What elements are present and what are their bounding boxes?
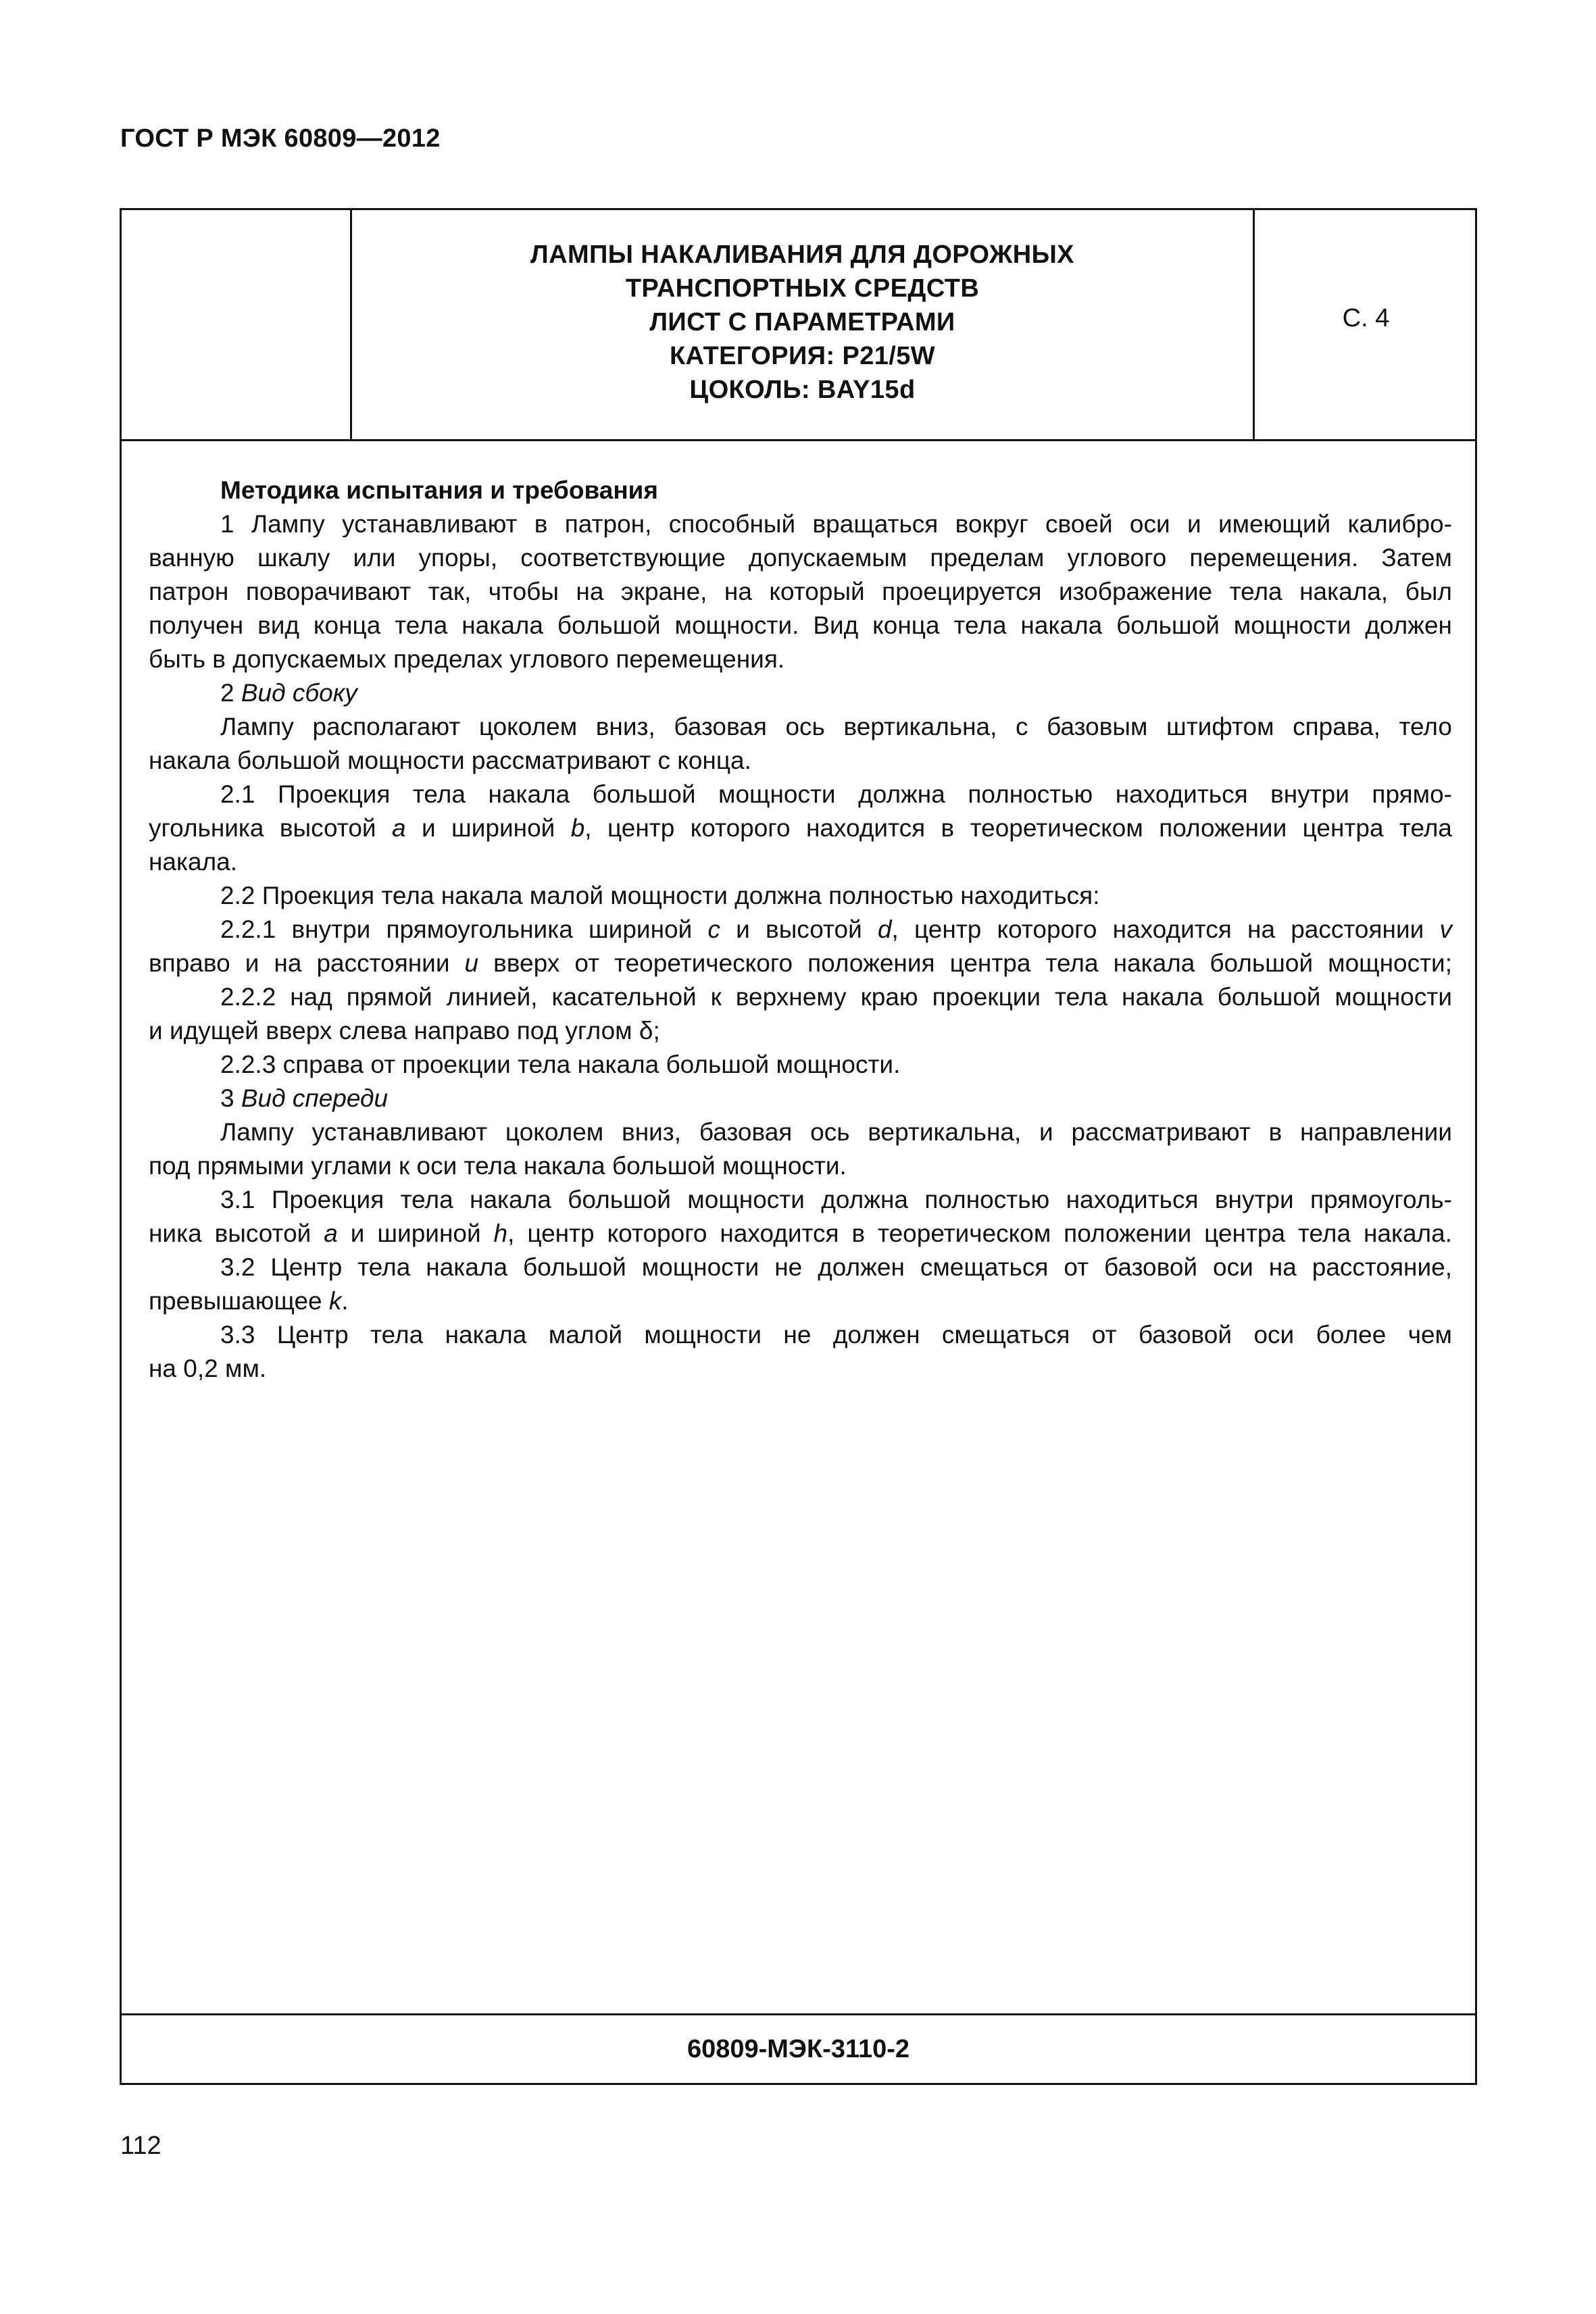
paragraph-line: и идущей вверх слева направо под углом δ; bbox=[149, 1017, 660, 1045]
title-line: КАТЕГОРИЯ: P21/5W bbox=[669, 341, 936, 370]
paragraph-line: превышающее k. bbox=[149, 1287, 349, 1315]
page-number: 112 bbox=[120, 2132, 161, 2160]
paragraph-line: ванную шкалу или упоры, соответствующие допускаемым пределам углового перемещения. Затем bbox=[149, 544, 1452, 572]
paragraph-line: накала большой мощности рассматривают с конца. bbox=[149, 747, 751, 774]
paragraph-line: Лампу устанавливают цоколем вниз, базовая ось вертикальна, и рассматривают в направлении bbox=[220, 1118, 1452, 1146]
paragraph-line: под прямыми углами к оси тела накала большой мощности. bbox=[149, 1152, 847, 1180]
paragraph-line: 3.1 Проекция тела накала большой мощности должна полностью находиться внутри прямоуголь- bbox=[220, 1186, 1452, 1213]
sheet-page-ref: С. 4 bbox=[1253, 210, 1477, 439]
paragraph-line: 2.2.2 над прямой линией, касательной к верхнему краю проекции тела накала большой мощности bbox=[220, 983, 1452, 1011]
title-line: ЛИСТ С ПАРАМЕТРАМИ bbox=[649, 307, 955, 336]
paragraph-line: 2.2.1 внутри прямоугольника шириной с и высотой d, центр которого находится на расстоянии v bbox=[220, 915, 1452, 943]
title-line: ЦОКОЛЬ: BAY15d bbox=[689, 375, 916, 404]
section-heading: Методика испытания и требования bbox=[220, 476, 659, 504]
paragraph-line: получен вид конца тела накала большой мощности. Вид конца тела накала большой мощности должен bbox=[149, 611, 1452, 639]
paragraph-line: 1 Лампу устанавливают в патрон, способный вращаться вокруг своей оси и имеющий калибро- bbox=[220, 510, 1452, 538]
sheet-code-footer: 60809-МЭК-3110-2 bbox=[122, 2013, 1475, 2083]
subsection-title: 3 Вид спереди bbox=[220, 1084, 389, 1112]
paragraph-line: на 0,2 мм. bbox=[149, 1355, 267, 1382]
paragraph-line: 2.2 Проекция тела накала малой мощности должна полностью находиться: bbox=[220, 882, 1100, 909]
paragraph-line: угольника высотой а и шириной b, центр которого находится в теоретическом положении центра тела bbox=[149, 814, 1452, 842]
sheet-body bbox=[149, 210, 1452, 2083]
subsection-title: 2 Вид сбоку bbox=[220, 679, 357, 707]
paragraph-line: 2.1 Проекция тела накала большой мощности должна полностью находиться внутри прямо- bbox=[220, 780, 1452, 808]
paragraph-line: Лампу располагают цоколем вниз, базовая ось вертикальна, с базовым штифтом справа, тело bbox=[220, 713, 1452, 740]
paragraph-line: накала. bbox=[149, 848, 238, 876]
title-line: ТРАНСПОРТНЫХ СРЕДСТВ bbox=[625, 274, 980, 303]
title-line: ЛАМПЫ НАКАЛИВАНИЯ ДЛЯ ДОРОЖНЫХ bbox=[530, 240, 1074, 269]
paragraph-line: патрон поворачивают так, чтобы на экране, на который проецируется изображение тела накала, был bbox=[149, 578, 1452, 605]
parameter-sheet-frame bbox=[120, 208, 1477, 2085]
paragraph-line: ника высотой а и шириной h, центр которого находится в теоретическом положении центра тела накала. bbox=[149, 1219, 1452, 1247]
paragraph-line: 3.3 Центр тела накала малой мощности не должен смещаться от базовой оси более чем bbox=[220, 1321, 1452, 1349]
document-header: ГОСТ Р МЭК 60809—2012 bbox=[120, 124, 441, 153]
paragraph-line: 3.2 Центр тела накала большой мощности не должен смещаться от базовой оси на расстояние, bbox=[220, 1253, 1452, 1281]
paragraph-line: вправо и на расстоянии u вверх от теоретического положения центра тела накала большой мощности; bbox=[149, 949, 1452, 977]
paragraph-line: быть в допускаемых пределах углового перемещения. bbox=[149, 645, 785, 673]
paragraph-line: 2.2.3 справа от проекции тела накала большой мощности. bbox=[220, 1051, 901, 1078]
